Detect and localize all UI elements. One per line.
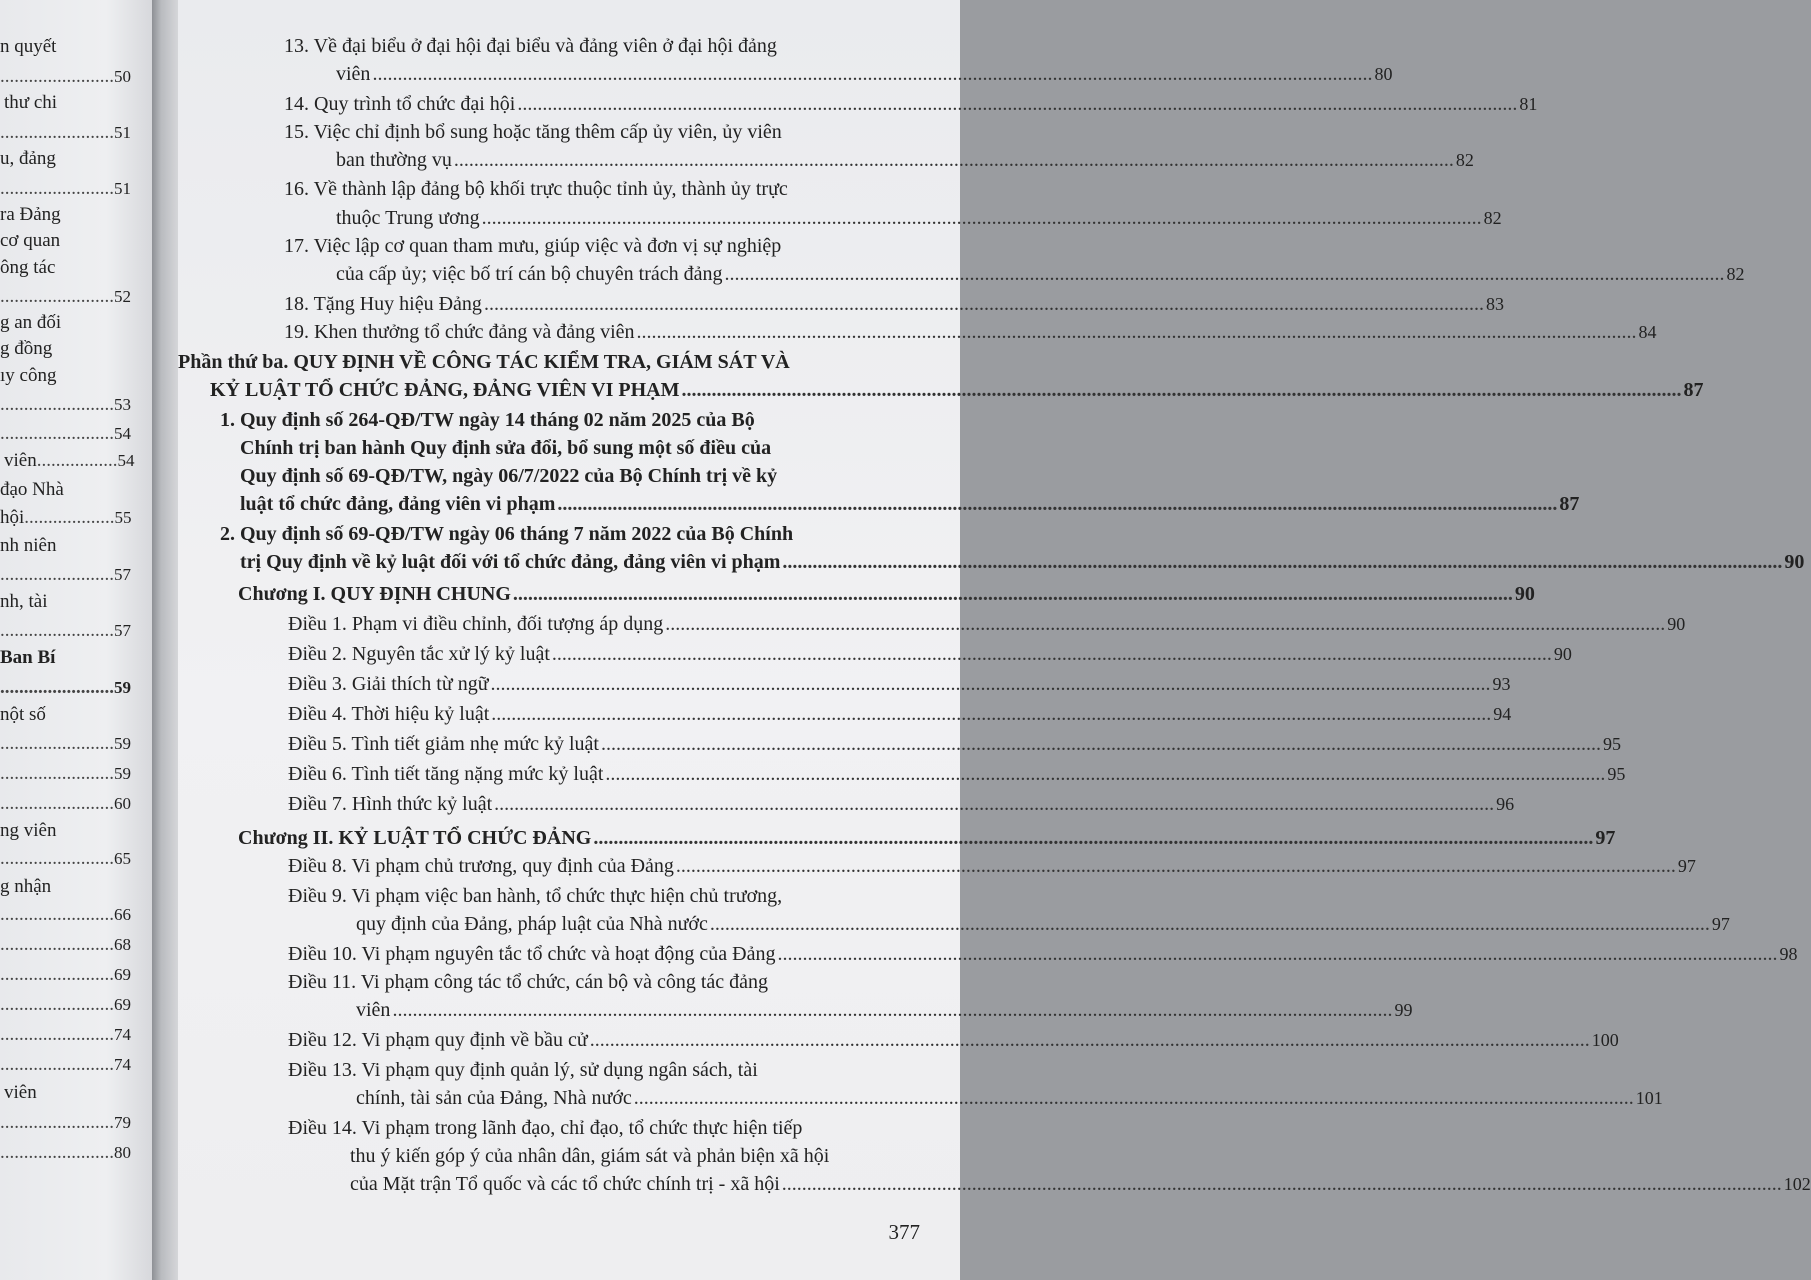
toc-page-number: 100: [1591, 1030, 1619, 1050]
toc-line-text: 18. Tặng Huy hiệu Đảng: [284, 293, 482, 315]
toc-leader-dots: ........................: [0, 848, 114, 869]
toc-leader-dots: ........................................................................................................................................................................................................: [392, 999, 1393, 1021]
toc-line: [336, 62, 1393, 86]
toc-leader-dots: ........................: [0, 1112, 114, 1133]
toc-page-number: 97: [1595, 827, 1616, 849]
toc-line-text: Ban Bí: [0, 647, 56, 668]
toc-page-number: 60: [114, 794, 131, 813]
toc-line: [288, 612, 1686, 636]
toc-leader-dots: ........................: [0, 1142, 114, 1163]
toc-line: [356, 912, 1730, 936]
toc-line-text: nh, tài: [0, 591, 48, 612]
toc-line-text: nột số: [0, 704, 46, 725]
toc-line-left: [0, 148, 56, 170]
toc-line-left: [0, 620, 131, 642]
toc-line-text: g đồng: [0, 338, 53, 359]
toc-page-number: 82: [1455, 150, 1474, 170]
toc-leader-dots: ........................: [0, 934, 114, 955]
toc-line-text: g nhận: [0, 876, 52, 897]
toc-line-text: Điều 1. Phạm vi điều chỉnh, đối tượng áp dụng: [288, 613, 664, 635]
toc-leader-dots: ........................................................................................................................................................................................................: [781, 1173, 1782, 1195]
toc-page-number: 69: [114, 965, 131, 984]
toc-line-text: viên: [4, 1082, 37, 1103]
toc-page-number: 69: [114, 995, 131, 1014]
toc-line-left: [0, 204, 61, 226]
toc-line: [284, 92, 1538, 116]
toc-line-left: [0, 338, 52, 360]
toc-page-number: 59: [114, 764, 131, 783]
toc-line-text: Điều 12. Vi phạm quy định về bầu cử: [288, 1029, 588, 1051]
toc-line: [336, 262, 1745, 286]
toc-line-left: [0, 904, 131, 926]
toc-leader-dots: ........................................................................................................................................................................................................: [557, 493, 1558, 515]
toc-page-number: 96: [1496, 794, 1515, 814]
toc-leader-dots: ........................................................................................................................................................................................................: [551, 643, 1552, 665]
toc-leader-dots: ........................: [0, 763, 114, 784]
toc-line-text: Điều 14. Vi phạm trong lãnh đạo, chỉ đạo, tổ chức thực hiện tiếp: [288, 1117, 803, 1139]
toc-leader-dots: ........................: [0, 423, 114, 444]
toc-line: [284, 234, 781, 258]
toc-line: [288, 1028, 1619, 1052]
toc-line-left: [0, 848, 131, 870]
toc-line: [284, 34, 777, 58]
toc-line-text: của cấp ủy; việc bố trí cán bộ chuyên trách đảng: [336, 263, 723, 285]
toc-line: [240, 550, 1805, 574]
toc-line-text: viên: [4, 450, 37, 471]
toc-line: [284, 177, 788, 201]
toc-page-number: 83: [1485, 294, 1504, 314]
toc-leader-dots: ........................: [0, 1054, 114, 1075]
toc-leader-dots: ........................................................................................................................................................................................................: [494, 793, 1495, 815]
toc-page-number: 74: [114, 1025, 131, 1044]
toc-line: [356, 1086, 1663, 1110]
toc-line-left: [0, 647, 55, 669]
toc-line: [178, 350, 790, 374]
toc-line-left: [0, 704, 46, 726]
toc-line-left: [0, 257, 55, 279]
left-page: [0, 0, 152, 1280]
toc-line-text: 2. Quy định số 69-QĐ/TW ngày 06 tháng 7 năm 2022 của Bộ Chính: [220, 523, 794, 545]
toc-line-text: đạo Nhà: [0, 479, 64, 500]
toc-line-left: [0, 507, 132, 529]
toc-line-left: [0, 230, 60, 252]
toc-line: [288, 732, 1621, 756]
toc-line-left: [0, 365, 56, 387]
toc-page-number: 95: [1607, 764, 1626, 784]
toc-line: [220, 522, 793, 546]
toc-leader-dots: ........................: [0, 394, 114, 415]
toc-line-left: [0, 178, 131, 200]
toc-line-left: [0, 450, 134, 472]
toc-line-text: quy định của Đảng, pháp luật của Nhà nước: [356, 913, 708, 935]
toc-page-number: 55: [114, 508, 132, 527]
toc-line-left: [0, 394, 131, 416]
toc-page-number: 82: [1483, 208, 1502, 228]
toc-line-text: viên: [356, 999, 391, 1021]
toc-line-text: thu ý kiến góp ý của nhân dân, giám sát và phản biện xã hội: [350, 1145, 830, 1167]
toc-page-number: 65: [114, 849, 131, 868]
toc-line-left: [0, 1082, 37, 1104]
toc-line-left: [0, 66, 131, 88]
toc-line: [288, 884, 782, 908]
toc-line: [336, 148, 1474, 172]
toc-leader-dots: ........................................................................................................................................................................................................: [709, 913, 1710, 935]
toc-leader-dots: ........................................................................................................................................................................................................: [483, 293, 1484, 315]
toc-page-number: 59: [114, 678, 131, 697]
toc-line-left: [0, 312, 61, 334]
toc-line-text: ıy công: [0, 365, 57, 386]
right-page: [178, 0, 1811, 1280]
toc-leader-dots: ........................: [0, 286, 114, 307]
toc-line-left: [0, 1112, 131, 1134]
toc-line-text: 19. Khen thưởng tổ chức đảng và đảng viên: [284, 321, 635, 343]
toc-leader-dots: ........................: [0, 66, 114, 87]
toc-line-text: Quy định số 69-QĐ/TW, ngày 06/7/2022 của Bộ Chính trị về kỷ: [240, 465, 778, 487]
toc-line: [350, 1172, 1811, 1196]
toc-line-text: cơ quan: [0, 230, 61, 251]
toc-line-left: [0, 1024, 131, 1046]
toc-leader-dots: ........................................................................................................................................................................................................: [633, 1087, 1634, 1109]
toc-leader-dots: .................: [36, 450, 118, 471]
book-gutter: [152, 0, 178, 1280]
toc-leader-dots: ........................................................................................................................................................................................................: [517, 93, 1518, 115]
toc-line-text: Điều 8. Vi phạm chủ trương, quy định của Đảng: [288, 855, 674, 877]
toc-leader-dots: ........................: [0, 122, 114, 143]
toc-line: [240, 436, 771, 460]
toc-page-number: 90: [1784, 551, 1805, 573]
toc-line-text: Điều 11. Vi phạm công tác tổ chức, cán bộ và công tác đảng: [288, 971, 769, 993]
toc-line: [240, 464, 777, 488]
toc-page-number: 93: [1492, 674, 1511, 694]
toc-line: [238, 582, 1535, 606]
toc-line-text: Điều 9. Vi phạm việc ban hành, tổ chức thực hiện chủ trương,: [288, 885, 783, 907]
toc-line-left: [0, 793, 131, 815]
toc-leader-dots: ........................................................................................................................................................................................................: [593, 827, 1594, 849]
toc-page-number: 57: [114, 565, 131, 584]
toc-leader-dots: ...................: [24, 507, 115, 528]
toc-leader-dots: ........................: [0, 178, 114, 199]
toc-line-left: [0, 763, 131, 785]
toc-line-text: Phần thứ ba. QUY ĐỊNH VỀ CÔNG TÁC KIỂM TRA, GIÁM SÁT VÀ: [178, 351, 790, 373]
toc-line-text: ban thường vụ: [336, 149, 452, 171]
page-number: 377: [888, 1220, 920, 1244]
toc-line-left: [0, 1054, 131, 1076]
toc-leader-dots: ........................................................................................................................................................................................................: [453, 149, 1454, 171]
toc-leader-dots: ........................................................................................................................................................................................................: [589, 1029, 1590, 1051]
toc-leader-dots: ........................................................................................................................................................................................................: [782, 551, 1783, 573]
toc-page-number: 94: [1493, 704, 1512, 724]
toc-line: [210, 378, 1704, 402]
toc-leader-dots: ........................................................................................................................................................................................................: [490, 673, 1491, 695]
toc-page-number: 50: [114, 67, 131, 86]
toc-page-number: 90: [1667, 614, 1686, 634]
toc-line-left: [0, 677, 131, 699]
toc-line-text: Điều 6. Tình tiết tăng nặng mức kỷ luật: [288, 763, 604, 785]
toc-page-number: 90: [1514, 583, 1535, 605]
toc-line-text: 15. Việc chỉ định bổ sung hoặc tăng thêm cấp ủy viên, ủy viên: [284, 121, 782, 143]
toc-line-text: Điều 3. Giải thích từ ngữ: [288, 673, 489, 695]
toc-line-text: Điều 2. Nguyên tắc xử lý kỷ luật: [288, 643, 550, 665]
toc-page-number: 98: [1779, 944, 1798, 964]
toc-line-left: [0, 820, 56, 842]
toc-page-number: 59: [114, 734, 131, 753]
toc-line: [288, 702, 1512, 726]
toc-page-number: 53: [114, 395, 131, 414]
toc-line-text: Chính trị ban hành Quy định sửa đổi, bổ sung một số điều của: [240, 437, 772, 459]
toc-line: [288, 854, 1696, 878]
toc-line-left: [0, 733, 131, 755]
toc-line: [284, 292, 1504, 316]
toc-page-number: 51: [114, 123, 131, 142]
toc-page-number: 95: [1602, 734, 1621, 754]
toc-line-text: ông tác: [0, 257, 56, 278]
toc-line: [288, 642, 1572, 666]
toc-page-number: 102: [1783, 1174, 1811, 1194]
toc-line-text: Điều 10. Vi phạm nguyên tắc tổ chức và hoạt động của Đảng: [288, 943, 776, 965]
toc-line-text: n quyết: [0, 36, 57, 57]
toc-leader-dots: ........................................................................................................................................................................................................: [512, 583, 1513, 605]
toc-leader-dots: ........................: [0, 904, 114, 925]
toc-leader-dots: ........................................................................................................................................................................................................: [675, 855, 1676, 877]
toc-page-number: 52: [114, 287, 131, 306]
toc-page-number: 84: [1638, 322, 1657, 342]
toc-line: [288, 942, 1798, 966]
toc-leader-dots: ........................................................................................................................................................................................................: [724, 263, 1725, 285]
toc-line-text: u, đảng: [0, 148, 56, 169]
toc-line-left: [0, 1142, 131, 1164]
toc-line-left: [0, 535, 56, 557]
toc-line: [288, 762, 1626, 786]
toc-line-left: [0, 591, 48, 613]
toc-line-left: [0, 564, 131, 586]
toc-line-text: Điều 5. Tình tiết giảm nhẹ mức kỷ luật: [288, 733, 599, 755]
toc-line: [336, 206, 1502, 230]
toc-page-number: 80: [1374, 64, 1393, 84]
toc-page-number: 74: [114, 1055, 131, 1074]
toc-line-left: [0, 423, 131, 445]
toc-leader-dots: ........................: [0, 620, 114, 641]
toc-line-left: [0, 286, 131, 308]
toc-page-number: 97: [1711, 914, 1730, 934]
toc-line-text: Điều 4. Thời hiệu kỷ luật: [288, 703, 490, 725]
toc-page-number: 101: [1635, 1088, 1663, 1108]
toc-line-text: Chương II. KỶ LUẬT TỔ CHỨC ĐẢNG: [238, 827, 592, 849]
toc-line-text: thuộc Trung ương: [336, 207, 480, 229]
toc-line-left: [0, 994, 131, 1016]
toc-page-number: 99: [1394, 1000, 1413, 1020]
toc-line-text: 14. Quy trình tổ chức đại hội: [284, 93, 516, 115]
toc-leader-dots: ........................: [0, 994, 114, 1015]
toc-page-number: 90: [1553, 644, 1572, 664]
toc-page-number: 57: [114, 621, 131, 640]
toc-leader-dots: ........................................................................................................................................................................................................: [665, 613, 1666, 635]
toc-page-number: 81: [1519, 94, 1538, 114]
toc-line-text: ra Đảng: [0, 204, 61, 225]
toc-leader-dots: ........................: [0, 793, 114, 814]
toc-line: [288, 1116, 802, 1140]
toc-line: [238, 826, 1616, 850]
toc-leader-dots: ........................................................................................................................................................................................................: [777, 943, 1778, 965]
toc-leader-dots: ........................................................................................................................................................................................................: [372, 63, 1373, 85]
toc-page-number: 54: [117, 451, 135, 470]
toc-line-left: [0, 122, 131, 144]
toc-line-left: [0, 92, 57, 114]
toc-page-number: 80: [114, 1143, 131, 1162]
toc-leader-dots: ........................................................................................................................................................................................................: [636, 321, 1637, 343]
toc-line: [288, 792, 1515, 816]
toc-line-left: [0, 934, 131, 956]
toc-line-text: 13. Về đại biểu ở đại hội đại biểu và đảng viên ở đại hội đảng: [284, 35, 777, 57]
toc-line: [288, 970, 768, 994]
toc-page-number: 51: [114, 179, 131, 198]
toc-leader-dots: ........................: [0, 677, 114, 698]
toc-line-text: viên: [336, 63, 371, 85]
toc-line: [284, 120, 782, 144]
toc-line-text: Chương I. QUY ĐỊNH CHUNG: [238, 583, 511, 605]
toc-line: [288, 1058, 758, 1082]
toc-line-left: [0, 479, 64, 501]
toc-leader-dots: ........................: [0, 1024, 114, 1045]
toc-leader-dots: ........................: [0, 564, 114, 585]
toc-line: [220, 408, 755, 432]
toc-line-text: của Mặt trận Tổ quốc và các tổ chức chính trị - xã hội: [350, 1173, 780, 1195]
toc-line: [284, 320, 1657, 344]
toc-page-number: 68: [114, 935, 131, 954]
toc-line-text: thư chi: [4, 92, 58, 113]
toc-line-text: hội: [0, 507, 25, 528]
toc-page-number: 54: [114, 424, 131, 443]
toc-leader-dots: ........................: [0, 733, 114, 754]
toc-leader-dots: ........................................................................................................................................................................................................: [681, 379, 1682, 401]
toc-line-left: [0, 876, 51, 898]
toc-line-text: trị Quy định về kỷ luật đối với tổ chức đảng, đảng viên vi phạm: [240, 551, 781, 573]
toc-leader-dots: ........................................................................................................................................................................................................: [605, 763, 1606, 785]
toc-line-text: 16. Về thành lập đảng bộ khối trực thuộc tỉnh ủy, thành ủy trực: [284, 178, 788, 200]
toc-line-text: ng viên: [0, 820, 57, 841]
toc-line-text: Điều 7. Hình thức kỷ luật: [288, 793, 493, 815]
toc-line-text: chính, tài sản của Đảng, Nhà nước: [356, 1087, 632, 1109]
toc-leader-dots: ........................................................................................................................................................................................................: [600, 733, 1601, 755]
toc-line-left: [0, 964, 131, 986]
toc-line: [350, 1144, 829, 1168]
toc-line-left: [0, 36, 56, 58]
toc-page-number: 87: [1559, 493, 1580, 515]
toc-line: [240, 492, 1580, 516]
toc-leader-dots: ........................................................................................................................................................................................................: [491, 703, 1492, 725]
toc-leader-dots: ........................: [0, 964, 114, 985]
toc-leader-dots: ........................................................................................................................................................................................................: [481, 207, 1482, 229]
toc-page-number: 79: [114, 1113, 131, 1132]
toc-line: [288, 672, 1511, 696]
toc-page-number: 97: [1677, 856, 1696, 876]
toc-line-text: Điều 13. Vi phạm quy định quản lý, sử dụng ngân sách, tài: [288, 1059, 758, 1081]
toc-line-text: KỶ LUẬT TỔ CHỨC ĐẢNG, ĐẢNG VIÊN VI PHẠM: [210, 379, 680, 401]
toc-line-text: 1. Quy định số 264-QĐ/TW ngày 14 tháng 02 năm 2025 của Bộ: [220, 409, 755, 431]
toc-page-number: 82: [1726, 264, 1745, 284]
toc-line-text: nh niên: [0, 535, 57, 556]
toc-page-number: 87: [1683, 379, 1704, 401]
toc-page-number: 66: [114, 905, 131, 924]
toc-line: [356, 998, 1413, 1022]
toc-line-text: 17. Việc lập cơ quan tham mưu, giúp việc và đơn vị sự nghiệp: [284, 235, 782, 257]
toc-line-text: luật tổ chức đảng, đảng viên vi phạm: [240, 493, 556, 515]
toc-line-text: g an đối: [0, 312, 62, 333]
